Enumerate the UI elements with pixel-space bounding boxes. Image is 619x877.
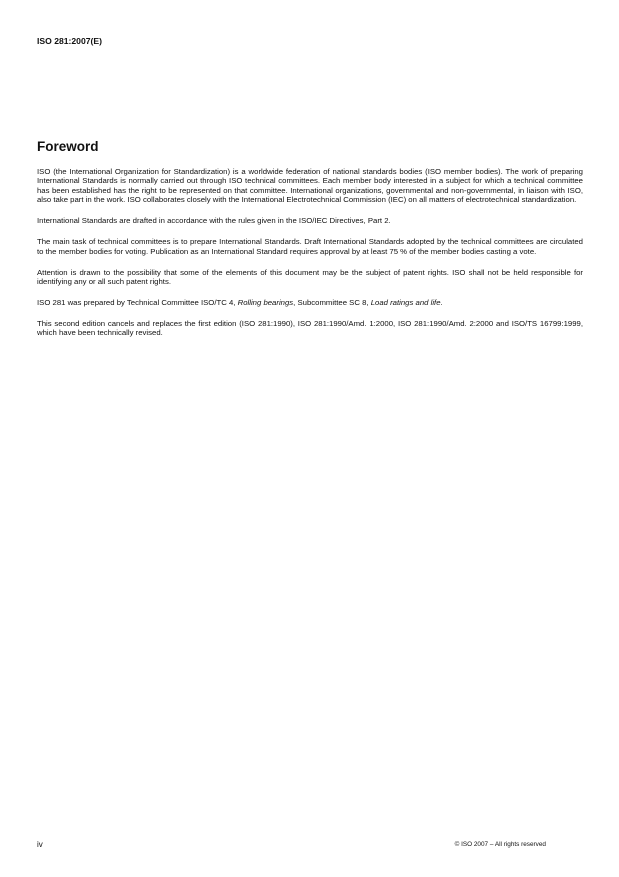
text: , Subcommittee SC 8, bbox=[293, 298, 371, 308]
edition-paragraph: This second edition cancels and replaces the first edition (ISO 281:1990), ISO 281:1990/Amd. 1:2000, ISO 281:1990/Amd. 2:2000 and ISO/TS 16799:1999, which have been technically revised. bbox=[37, 319, 583, 338]
copyright: © ISO 2007 – All rights reserved bbox=[454, 841, 546, 848]
document-id-header: ISO 281:2007(E) bbox=[37, 36, 102, 46]
paragraph: International Standards are drafted in accordance with the rules given in the ISO/IEC Directives, Part 2. bbox=[37, 216, 391, 226]
subcommittee-title: Load ratings and life bbox=[370, 298, 441, 308]
text: . bbox=[440, 298, 443, 308]
paragraph: ISO (the International Organization for Standardization) is a worldwide federation of national standards bodies (ISO member bodies). The work of preparing International Standards is normally carried out through ISO technical committees. Each member body interested in a subject for which a technical committee has been established has the right to be represented on that committee. International organizations, governmental and non-governmental, in liaison with ISO, also take part in the work. ISO collaborates closely with the International Electrotechnical Commission (IEC) on all matters of electrotechnical standardization. bbox=[37, 167, 583, 205]
page-number: iv bbox=[37, 840, 43, 849]
text: ISO 281 was prepared by Technical Committee ISO/TC 4, bbox=[37, 298, 238, 308]
paragraph: The main task of technical committees is to prepare International Standards. Draft International Standards adopted by the technical committees are circulated to the member bodies for voting. Publication as an International Standard requires approval by at least 75 % of the member bodies casting a vote. bbox=[37, 237, 583, 256]
section-title: Foreword bbox=[37, 139, 99, 154]
paragraph: Attention is drawn to the possibility that some of the elements of this document may be the subject of patent rights. ISO shall not be held responsible for identifying any or all such patent rights. bbox=[37, 267, 583, 287]
foreword-body bbox=[37, 167, 583, 349]
prepared-by-paragraph bbox=[37, 298, 583, 307]
committee-title: Rolling bearings bbox=[237, 298, 294, 308]
